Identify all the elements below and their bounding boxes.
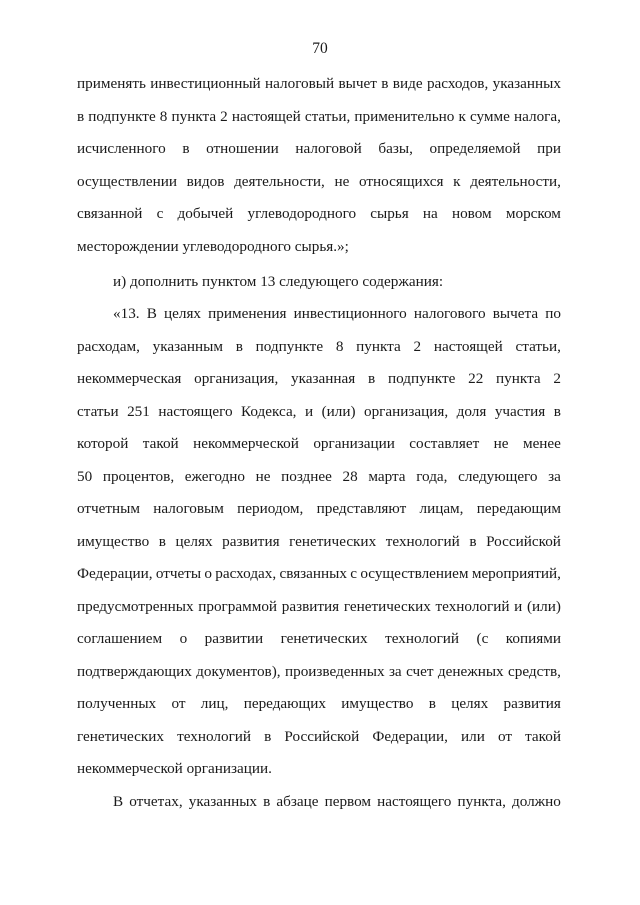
text-line: которой такой некоммерческой организации составляет не менее <box>77 435 561 452</box>
text-line: некоммерческая организация, указанная в подпункте 22 пункта 2 <box>77 370 561 387</box>
text-line: 50 процентов, ежегодно не позднее 28 марта года, следующего за <box>77 467 561 485</box>
text-line: статьи 251 настоящего Кодекса, и (или) организация, доля участия в <box>77 402 561 420</box>
text-line: и) дополнить пунктом 13 следующего содержания: <box>113 272 444 290</box>
text-line: подтверждающих документов), произведенных за счет денежных средств, <box>77 662 561 680</box>
paragraph <box>77 68 561 263</box>
paragraph <box>77 298 561 786</box>
text-line: в подпункте 8 пункта 2 настоящей статьи, применительно к сумме налога, <box>77 107 561 125</box>
text-line: отчетным налоговым периодом, представляют лицам, передающим <box>77 500 561 517</box>
text-line: расходам, указанным в подпункте 8 пункта 2 настоящей статьи, <box>77 337 561 355</box>
text-line: Федерации, отчеты о расходах, связанных с осуществлением мероприятий, <box>77 565 561 582</box>
text-line: применять инвестиционный налоговый вычет в виде расходов, указанных <box>77 75 561 92</box>
text-line: полученных от лиц, передающих имущество в целях развития <box>77 695 561 712</box>
text-line: В отчетах, указанных в абзаце первом настоящего пункта, должно <box>113 792 561 810</box>
text-line: связанной с добычей углеводородного сырья на новом морском <box>77 205 561 222</box>
text-line: «13. В целях применения инвестиционного налогового вычета по <box>113 305 561 322</box>
paragraph <box>77 786 561 819</box>
text-line: имущество в целях развития генетических технологий в Российской <box>77 532 561 550</box>
paragraph <box>77 266 561 299</box>
text-line: месторождении углеводородного сырья.»; <box>77 237 349 255</box>
text-line: предусмотренных программой развития генетических технологий и (или) <box>77 597 561 615</box>
text-line: соглашением о развитии генетических технологий (с копиями <box>77 630 561 647</box>
text-line: генетических технологий в Российской Федерации, или от такой <box>77 727 561 745</box>
document-body <box>77 68 561 818</box>
text-line: осуществлении видов деятельности, не относящихся к деятельности, <box>77 172 561 190</box>
text-line: некоммерческой организации. <box>77 760 272 777</box>
page-number: 70 <box>312 40 328 57</box>
text-line: исчисленного в отношении налоговой базы, определяемой при <box>77 140 561 157</box>
